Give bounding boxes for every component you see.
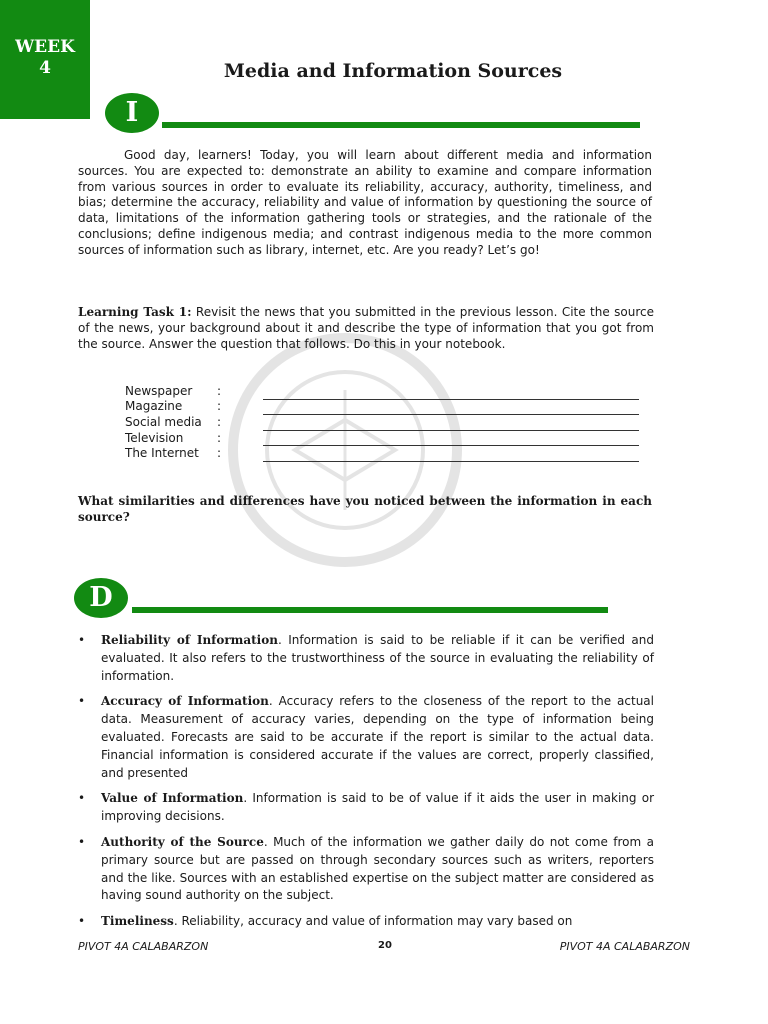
source-answer-fields — [125, 384, 645, 462]
list-item-text: . Much of the information we gather daily do not come from a primary source but are passed on through secondary sources such as writers, reporters and the like. Sources with an established expertise on the subject matter are considered as having sound authority on the subject. — [101, 834, 654, 903]
list-item-text: . Reliability, accuracy and value of information may vary based on — [173, 914, 573, 929]
list-item-term: Reliability of Information — [101, 633, 278, 647]
reflection-question: What similarities and differences have you noticed between the information in each source? — [78, 494, 652, 524]
learning-task-1 — [78, 305, 654, 352]
field-label: The Internet — [125, 446, 199, 461]
field-colon: : — [217, 383, 222, 398]
bullet-icon: • — [78, 633, 86, 647]
intro-paragraph: Good day, learners! Today, you will learn about different media and information sources. You are expected to: demonstrate an ability to examine and compare information from various sources in order to evaluate its reliability, accuracy, authority, timeliness, and bias; determine the accuracy, reliability and value of information by questioning the source of data, limitations of the information gathering tools or strategies, and the rationale of the conclusions; define indigenous media; and contrast indigenous media to the more common sources of information such as library, internet, etc. Are you ready? Let’s go! — [78, 148, 652, 257]
field-label: Television — [125, 430, 184, 445]
field-label: Newspaper — [125, 383, 193, 398]
field-colon: : — [217, 430, 222, 445]
field-label: Magazine — [125, 399, 183, 414]
week-label: WEEK — [15, 37, 75, 57]
week-number: 4 — [39, 58, 51, 78]
concept-list — [78, 632, 654, 939]
list-item — [78, 693, 654, 782]
learning-task-text: Revisit the news that you submitted in the previous lesson. Cite the source of the news, your background about it and describe the type of information that you got from the source. Answer the question that follows. Do this in your notebook. — [78, 305, 654, 351]
section-badge-develop: D — [74, 578, 128, 618]
field-magazine — [125, 400, 645, 416]
answer-blank[interactable] — [263, 418, 639, 431]
list-item-text: . Accuracy refers to the closeness of the report to the actual data. Measurement of accuracy varies, depending on the type of information being evaluated. Forecasts are said to be accurate if the report is similar to the actual data. Financial information is considered accurate if the values are correct, properly classified, and presented — [101, 694, 654, 780]
list-item — [78, 834, 654, 905]
field-colon: : — [217, 399, 222, 414]
bullet-icon: • — [78, 834, 86, 849]
list-item — [78, 632, 654, 685]
section-divider-develop — [132, 607, 608, 613]
bullet-icon: • — [78, 694, 86, 709]
answer-blank[interactable] — [263, 449, 639, 462]
section-badge-introduce: I — [105, 93, 159, 133]
list-item — [78, 790, 654, 826]
answer-blank[interactable] — [263, 433, 639, 446]
learning-task-label: Learning Task 1: — [78, 305, 192, 319]
list-item-term: Authority of the Source — [101, 834, 264, 849]
bullet-icon: • — [78, 791, 86, 806]
list-item-term: Value of Information — [101, 791, 244, 806]
answer-blank[interactable] — [263, 387, 639, 400]
field-colon: : — [217, 414, 222, 429]
answer-blank[interactable] — [263, 402, 639, 415]
bullet-icon: • — [78, 914, 86, 929]
field-label: Social media — [125, 414, 202, 429]
field-social-media — [125, 415, 645, 431]
footer-left-text: PIVOT 4A CALABARZON — [78, 940, 209, 953]
list-item-text: . Information is said to be reliable if it can be verified and evaluated. It also refers to the trustworthiness of the source in evaluating the reliability of information. — [101, 633, 654, 683]
field-colon: : — [217, 446, 222, 461]
section-divider-introduce — [162, 122, 640, 128]
list-item-text: . Information is said to be of value if it aids the user in making or improving decisions. — [101, 791, 655, 824]
field-television — [125, 431, 645, 447]
list-item — [78, 913, 654, 931]
footer-right-text: PIVOT 4A CALABARZON — [559, 940, 690, 953]
field-newspaper — [125, 384, 645, 400]
page-number: 20 — [378, 940, 392, 951]
field-the-internet — [125, 446, 645, 462]
page-title: Media and Information Sources — [223, 60, 563, 82]
list-item-term: Timeliness — [101, 914, 174, 929]
week-badge — [0, 0, 90, 119]
list-item-term: Accuracy of Information — [101, 694, 269, 709]
